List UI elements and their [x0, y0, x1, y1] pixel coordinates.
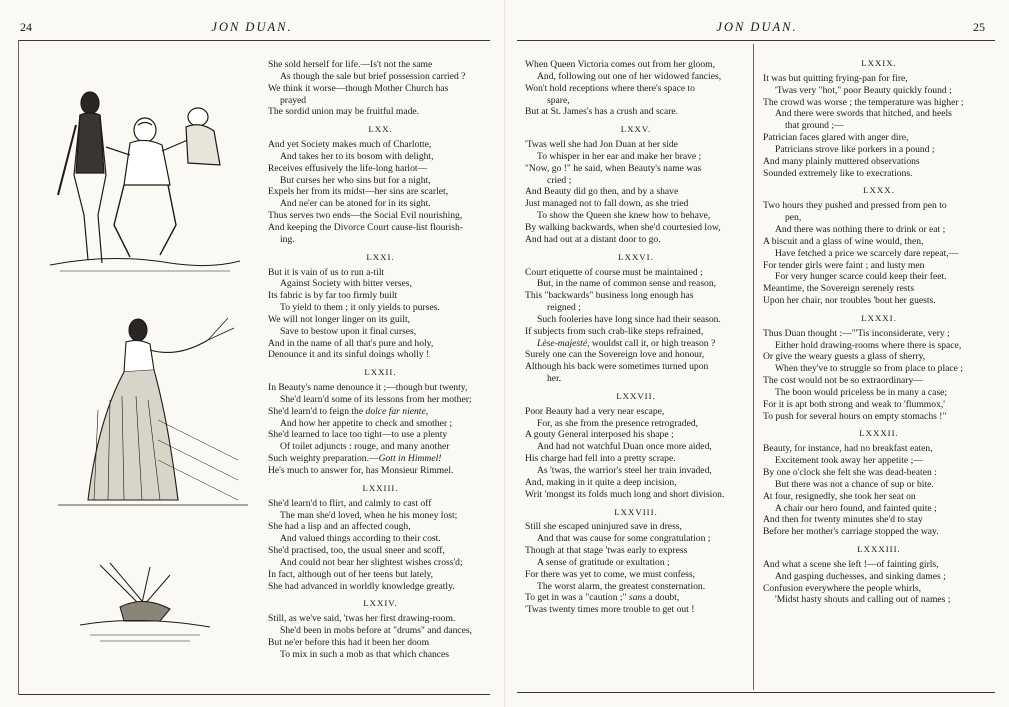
verse-line: Against Society with bitter verses, [280, 278, 412, 290]
verse-line: By one o'clock she felt she was dead-beaten : [763, 467, 937, 478]
verse-line: But, in the name of common sense and reason, [537, 278, 717, 290]
verse-line: Receives effusively the life-long harlot— [268, 162, 428, 174]
left-page-number: 24 [20, 20, 32, 34]
verse-line: ing. [280, 233, 295, 245]
verse-line: He's much to answer for, has Monsieur Rimmel. [268, 465, 454, 476]
verse-line: Save to bestow upon it final curses, [280, 325, 417, 337]
verse-line: Still she escaped uninjured save in dress, [525, 521, 682, 533]
verse-line: Excitement took away her appetite ;— [775, 455, 923, 467]
verse-line: 'Twas well she had Jon Duan at her side [525, 139, 678, 151]
verse-line: Of toilet adjuncts : rouge, and many another [280, 441, 450, 453]
stanza-number: LXXV. [620, 124, 652, 135]
verse-line: But there was not a chance of sup or bite. [775, 478, 934, 490]
left-running-head: JON DUAN. [211, 20, 293, 34]
verse-line: A biscuit and a glass of wine would, then, [763, 235, 924, 247]
verse-line: In Beauty's name denounce it ;—though but twenty, [268, 382, 468, 394]
left-text-column [268, 59, 493, 661]
verse-line: Upon her chair, nor troubles 'bout her guests. [763, 295, 936, 307]
verse-line: And ne'er can be atoned for in its sight. [280, 198, 431, 210]
stanza-number: LXXVI. [618, 251, 654, 262]
verse-line: And what a scene she left !—of fainting girls, [763, 558, 939, 570]
illustration-debris [80, 555, 210, 645]
right-text-column-2 [763, 52, 995, 606]
verse-line: She'd learn'd to flirt, and calmly to cast off [268, 497, 432, 509]
verse-line: We think it worse—though Mother Church has [268, 82, 449, 94]
right-footer-rule [517, 692, 995, 693]
verse-line: The boon would priceless be in many a case; [775, 386, 948, 398]
verse-line: When Queen Victoria comes out from her gloom, [525, 59, 716, 70]
verse-line: To push for several hours on empty stomachs !" [763, 410, 947, 422]
verse-line: Either hold drawing-rooms where there is space, [775, 339, 962, 351]
verse-line: To mix in such a mob as that which chances [280, 648, 450, 660]
verse-line: her. [547, 373, 562, 385]
verse-line: Before her mother's carriage stopped the way. [763, 526, 939, 538]
verse-line: Court etiquette of course must be maintained ; [525, 266, 703, 278]
verse-line: She'd learn'd to feign the dolce far niente, [268, 405, 429, 417]
verse-line: And gasping duchesses, and sinking dames ; [775, 570, 946, 582]
verse-line: The crowd was worse ; the temperature was higher ; [763, 96, 964, 108]
verse-line: Such weighty preparation.—Gott in Himmel! [268, 453, 442, 465]
verse-line: As though the sale but brief possession carried ? [280, 70, 466, 82]
left-footer-rule [18, 694, 490, 695]
verse-line: And in the name of all that's pure and holy, [268, 337, 434, 349]
verse-line: We will not longer linger on its guilt, [268, 313, 411, 325]
right-text-column-1 [525, 59, 747, 616]
verse-line: In fact, although out of her teens but lately, [268, 568, 434, 580]
stanza-number: LXXVII. [616, 390, 656, 401]
verse-line: Just managed not to fall down, as she tried [525, 198, 689, 210]
verse-line: For there was yet to come, we must confess, [525, 568, 695, 580]
verse-line: And had out at a distant door to go. [525, 233, 661, 245]
verse-line: And there was nothing there to drink or eat ; [775, 223, 946, 235]
right-page-number: 25 [973, 20, 985, 34]
stanza-number: LXXIII. [362, 482, 399, 493]
verse-line: Sounded extremely like to execrations. [763, 167, 913, 179]
verse-line: It was but quitting frying-pan for fire, [763, 72, 908, 84]
verse-line: And that was cause for some congratulation ; [537, 533, 711, 545]
verse-line: Have fetched a price we scarcely dare repeat,— [775, 247, 959, 259]
verse-line: Though at that stage 'twas early to express [525, 545, 688, 557]
verse-line: pen, [785, 212, 802, 224]
verse-line: To yield to them ; it only yields to purses. [280, 302, 440, 314]
verse-line: But ne'er before this had it been her doom [268, 636, 430, 648]
verse-line: She sold herself for life.—Is't not the same [268, 59, 433, 70]
verse-line: And then for twenty minutes she'd to stay [763, 514, 923, 526]
column-divider [753, 44, 754, 690]
verse-line: For, as she from the presence retrograded, [537, 417, 699, 429]
verse-line: A gouty General interposed his shape ; [525, 429, 674, 441]
verse-line: 'Midst hasty shouts and calling out of names ; [775, 594, 951, 606]
verse-line: His charge had fell into a pretty scrape. [525, 453, 676, 465]
left-header-rule [18, 40, 490, 41]
illustration-struggling-figures [50, 85, 240, 275]
stanza-number: LXXXIII. [857, 544, 901, 555]
left-border [18, 40, 19, 695]
stanza-number: LXXII. [364, 367, 397, 378]
verse-line: To get in was a "caution ;" sans a doubt, [525, 592, 680, 604]
right-header-rule [517, 40, 995, 41]
verse-line: To show the Queen she knew how to behave, [537, 210, 711, 222]
stanza-number: LXXXI. [861, 312, 897, 323]
stanza-number: LXXI. [366, 251, 395, 262]
verse-line: Its fabric is by far too firmly built [268, 290, 398, 302]
verse-line: Two hours they pushed and pressed from pen to [763, 200, 947, 212]
verse-line: The cost would not be so extraordinary— [763, 375, 923, 387]
verse-line: Won't hold receptions where there's space to [525, 82, 695, 94]
verse-line: reigned ; [547, 302, 581, 314]
verse-line: Still, as we've said, 'twas her first drawing-room. [268, 613, 456, 625]
verse-line: The sordid union may be fruitful made. [268, 106, 420, 118]
verse-line: Meantime, the Sovereign serenely rests [763, 283, 915, 295]
verse-line: Although his back were sometimes turned upon [525, 361, 709, 373]
verse-line: Confusion everywhere the people whirls, [763, 582, 921, 594]
verse-line: As 'twas, the warrior's steel her train invaded, [537, 465, 712, 476]
verse-line: She'd been in mobs before at "drums" and dances, [280, 625, 473, 637]
left-page [0, 0, 504, 707]
verse-line: cried ; [547, 174, 572, 186]
verse-line: And how her appetite to check and smother ; [280, 417, 453, 429]
stanza-number: LXX. [368, 124, 393, 135]
verse-line: She'd learned to lace too tight—to use a plenty [268, 429, 448, 441]
verse-line: Surely one can the Sovereign love and honour, [525, 349, 705, 361]
verse-line: And takes her to its bosom with delight, [280, 150, 434, 162]
stanza-number: LXXIV. [363, 598, 398, 609]
verse-line: If subjects from such crab-like steps refrained, [525, 325, 704, 337]
verse-line: She'd learn'd some of its lessons from her mother; [280, 393, 472, 405]
right-running-head: JON DUAN. [716, 20, 798, 34]
verse-line: Beauty, for instance, had no breakfast eaten, [763, 443, 933, 455]
verse-line: At four, resignedly, she took her seat on [763, 490, 916, 502]
verse-line: spare, [547, 94, 570, 106]
verse-line: And there were swords that hitched, and heels [775, 108, 952, 120]
verse-line: Poor Beauty had a very near escape, [525, 405, 665, 417]
verse-line: Such fooleries have long since had their season. [537, 313, 721, 325]
verse-line: She'd practised, too, the usual sneer and scoff, [268, 545, 445, 557]
verse-line: Denounce it and its sinful doings wholly ! [268, 349, 430, 361]
verse-line: And valued things according to their cost. [280, 533, 441, 545]
verse-line: And keeping the Divorce Court cause-list flourish- [268, 221, 464, 233]
verse-line: For it is apt both strong and weak to 'flummox,' [763, 398, 945, 410]
verse-line: 'Twas very "hot," poor Beauty quickly found ; [775, 84, 952, 96]
verse-line: And had not watchful Duan once more aided, [537, 441, 712, 453]
verse-line: The man she'd loved, when he his money lost; [280, 509, 458, 521]
verse-line: A sense of gratitude or exultation ; [537, 556, 670, 568]
stanza-number: LXXXII. [859, 428, 899, 439]
verse-line: Writ 'mongst its folds much long and short division. [525, 488, 725, 500]
verse-line: that ground ;— [785, 120, 844, 132]
verse-line: And Beauty did go then, and by a shave [525, 186, 679, 198]
verse-line: For very hunger scarce could keep their feet. [775, 271, 947, 283]
verse-line: And could not bear her slightest wishes cross'd; [280, 556, 463, 568]
verse-line: Thus serves two ends—the Social Evil nourishing, [268, 210, 463, 222]
right-page [505, 0, 1009, 707]
verse-line: To whisper in her ear and make her brave ; [537, 150, 702, 162]
stanza-number: LXXX. [863, 185, 895, 196]
verse-line: Patricians strove like porkers in a pound ; [775, 143, 935, 155]
verse-line: She had advanced in worldly knowledge greatly. [268, 580, 455, 592]
verse-line: When they've to struggle so from place to place ; [775, 363, 963, 375]
stanza-number: LXXVIII. [614, 506, 658, 517]
verse-line: She had a lisp and an affected cough, [268, 521, 411, 533]
verse-line: And, following out one of her widowed fancies, [537, 70, 722, 82]
verse-line: Lèse-majesté, wouldst call it, or high treason ? [537, 337, 716, 349]
illustration-lady-in-gown [58, 300, 248, 510]
verse-line: A chair our hero found, and fainted quite ; [775, 502, 937, 514]
verse-line: But curses her who sins but for a night, [280, 174, 431, 186]
verse-line: Or give the weary guests a glass of sherry, [763, 351, 926, 363]
verse-line: Expels her from its midst—her sins are scarlet, [268, 186, 449, 198]
verse-line: "Now, go !" he said, when Beauty's name was [525, 162, 702, 174]
stanza-number: LXXIX. [861, 58, 897, 68]
verse-line: And yet Society makes much of Charlotte, [268, 139, 432, 151]
verse-line: 'Twas twenty times more trouble to get out ! [525, 604, 695, 616]
verse-line: Thus Duan thought :—"'Tis inconsiderate, very ; [763, 327, 950, 339]
verse-line: And many plainly muttered observations [763, 155, 920, 167]
verse-line: But it is vain of us to run a-tilt [268, 266, 385, 278]
verse-line: For tender girls were faint ; and lusty men [763, 259, 925, 271]
verse-line: By walking backwards, when she'd courtesied low, [525, 221, 721, 233]
verse-line: And, making in it quite a deep incision, [525, 476, 677, 488]
verse-line: The worst alarm, the greatest consternation. [537, 580, 706, 592]
verse-line: But at St. James's has a crush and scare. [525, 106, 679, 118]
verse-line: prayed [280, 94, 307, 106]
verse-line: This "backwards" business long enough has [525, 290, 694, 302]
verse-line: Patrician faces glared with anger dire, [763, 132, 909, 144]
